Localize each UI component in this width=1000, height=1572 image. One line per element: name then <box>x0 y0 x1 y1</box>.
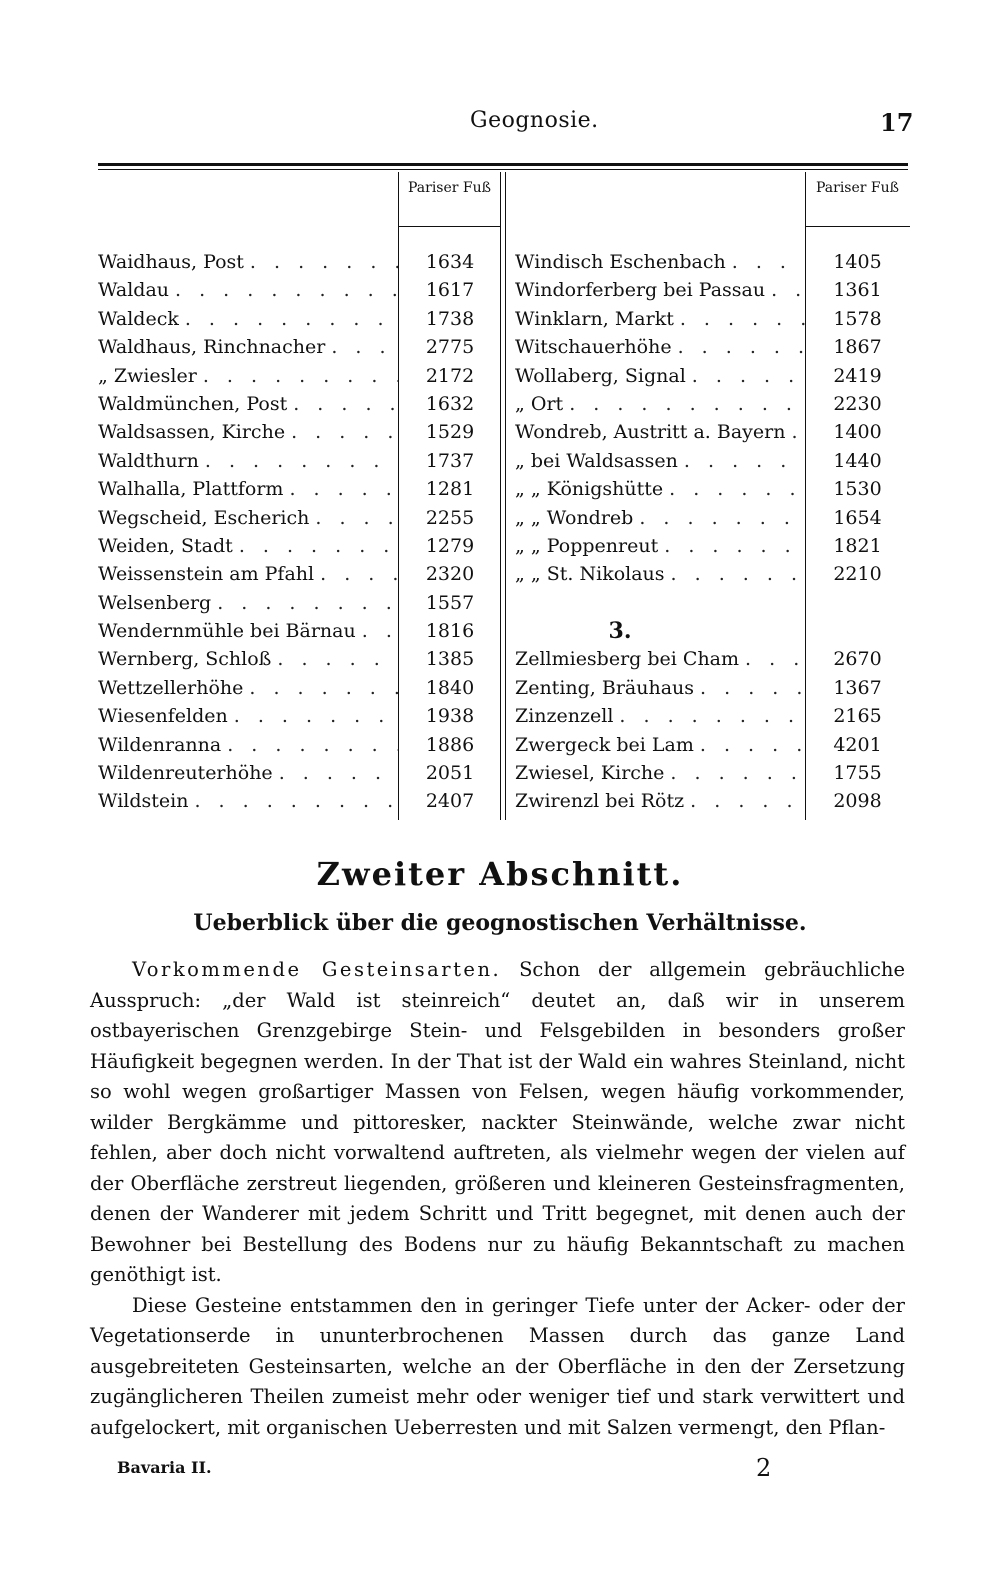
table-row <box>98 645 398 673</box>
table-row <box>515 248 805 276</box>
leader-dots <box>674 305 805 333</box>
elevation-value: 1578 <box>833 307 882 330</box>
elevation-value: 2230 <box>833 392 882 415</box>
place-name: Welsenberg <box>98 591 212 614</box>
table-top-rule <box>98 163 908 166</box>
leader-dots <box>199 447 398 475</box>
elevation-value: 1279 <box>425 534 475 557</box>
table-row <box>515 787 805 815</box>
right-value-column <box>805 248 910 816</box>
elevation-value: 2210 <box>833 563 882 586</box>
table-row <box>98 787 398 815</box>
elevation-value: 1367 <box>833 676 882 699</box>
table-row <box>515 305 805 333</box>
elevation-value: 1400 <box>833 421 882 444</box>
signature-mark: Bavaria II. <box>117 1458 212 1477</box>
leader-dots <box>221 731 398 759</box>
table-top-rule-thin <box>98 169 908 170</box>
place-name: Wollaberg, Signal <box>515 364 686 387</box>
table-row <box>98 447 398 475</box>
column-divider <box>505 172 506 820</box>
leader-dots <box>665 560 805 588</box>
running-title: Geognosie. <box>470 108 599 133</box>
place-name: „ bei Waldsassen <box>515 449 678 472</box>
place-name: Wettzellerhöhe <box>98 676 244 699</box>
paragraph-lead: Vorkommende Gesteinsarten. <box>132 958 502 981</box>
unit-header-right: Pariser Fuß <box>815 180 899 196</box>
leader-dots <box>314 560 398 588</box>
place-name: „ Zwiesler <box>98 364 197 387</box>
left-value-column <box>400 248 500 816</box>
place-name: Waldthurn <box>98 449 199 472</box>
leader-dots <box>633 504 805 532</box>
leader-dots <box>271 645 398 673</box>
leader-dots <box>356 617 398 645</box>
leader-dots <box>613 702 805 730</box>
left-place-column <box>98 248 398 816</box>
elevation-value: 1529 <box>425 421 475 444</box>
elevation-value: 1737 <box>425 449 475 472</box>
place-name: Waidhaus, Post <box>98 251 244 273</box>
leader-dots <box>664 759 805 787</box>
leader-dots <box>678 447 805 475</box>
elevation-value: 2407 <box>425 790 475 813</box>
elevation-value: 2320 <box>425 563 475 586</box>
place-name: Wildenreuterhöhe <box>98 762 273 785</box>
table-row <box>98 504 398 532</box>
table-row <box>98 248 398 276</box>
body-text <box>90 955 905 1443</box>
table-row <box>98 475 398 503</box>
table-row <box>98 731 398 759</box>
table-row <box>98 390 398 418</box>
place-name: Waldmünchen, Post <box>98 392 288 415</box>
elevation-value: 1821 <box>833 534 882 557</box>
place-name: „ „ Königshütte <box>515 478 664 501</box>
table-row <box>98 333 398 361</box>
paragraph-text: Diese Gesteine entstammen den in geringer Tiefe unter der Acker- oder der Vegetationserde in ununterbrochenen Massen durch das ganze Land ausgebreiteten Gesteinsarten, welche an der Oberfläche in den der Zersetzung zugänglicheren Theilen zumeist mehr oder weniger tief und stark verwittert und aufgelockert, mit organischen Ueberresten und mit Salzen vermengt, den Pflan- <box>90 1293 905 1439</box>
elevation-value: 1385 <box>425 648 475 671</box>
leader-dots <box>325 333 398 361</box>
place-name: Waldeck <box>98 307 179 330</box>
elevation-value: 1632 <box>425 392 475 415</box>
table-row <box>98 674 398 702</box>
elevation-value: 1755 <box>833 762 882 785</box>
place-name: Winklarn, Markt <box>515 307 674 330</box>
leader-dots <box>686 362 805 390</box>
place-name: Wegscheid, Escherich <box>98 506 310 529</box>
leader-dots <box>739 645 805 673</box>
table-row <box>515 362 805 390</box>
place-name: Wiesenfelden <box>98 705 228 728</box>
leader-dots <box>684 787 805 815</box>
leader-dots <box>197 362 398 390</box>
table-row <box>98 759 398 787</box>
elevation-value <box>805 589 910 617</box>
place-name: Zellmiesberg bei Cham <box>515 648 740 671</box>
elevation-value: 1816 <box>425 620 475 643</box>
elevation-value: 1634 <box>425 251 475 273</box>
place-name: Windisch Eschenbach <box>515 251 726 273</box>
elevation-value: 2670 <box>833 648 882 671</box>
place-name: Weissenstein am Pfahl <box>98 563 315 586</box>
table-row <box>515 532 805 560</box>
paragraph <box>90 955 905 1291</box>
place-name: Zwergeck bei Lam <box>515 733 694 756</box>
leader-dots <box>694 674 805 702</box>
elevation-value <box>805 617 910 645</box>
table-row <box>98 702 398 730</box>
section-title: Zweiter Abschnitt. <box>316 855 684 893</box>
leader-dots <box>179 305 398 333</box>
place-name: „ „ Poppenreut <box>515 534 659 557</box>
table-row <box>515 645 805 673</box>
leader-dots <box>663 475 805 503</box>
place-name: Witschauerhöhe <box>515 336 672 359</box>
table-row <box>515 560 805 588</box>
leader-dots <box>169 276 398 304</box>
elevation-value: 1938 <box>425 705 475 728</box>
table-row <box>515 418 805 446</box>
leader-dots <box>672 333 805 361</box>
elevation-value: 1617 <box>425 279 475 302</box>
leader-dots <box>309 504 398 532</box>
place-name: Windorferberg bei Passau <box>515 279 766 302</box>
place-name: Wildstein <box>98 790 189 813</box>
elevation-value: 2172 <box>425 364 475 387</box>
table-row <box>98 617 398 645</box>
elevation-value: 4201 <box>833 733 882 756</box>
table-row <box>515 702 805 730</box>
elevation-value: 1440 <box>833 449 882 472</box>
place-name: Zwirenzl bei Rötz <box>515 790 685 813</box>
elevation-value: 2775 <box>425 336 475 359</box>
leader-dots <box>726 248 805 276</box>
place-name: Waldhaus, Rinchnacher <box>98 336 326 359</box>
leader-dots <box>244 248 398 276</box>
elevation-value: 1654 <box>833 506 882 529</box>
place-name: Waldsassen, Kirche <box>98 421 286 444</box>
leader-dots <box>283 475 398 503</box>
leader-dots <box>694 731 805 759</box>
place-name: Zenting, Bräuhaus <box>515 676 695 699</box>
table-row <box>515 589 805 617</box>
place-name: „ „ Wondreb <box>515 506 634 529</box>
table-row <box>98 362 398 390</box>
sheet-number: 2 <box>756 1454 772 1482</box>
table-subheading: 3. <box>608 618 632 645</box>
place-name: Zinzenzell <box>515 705 614 728</box>
elevation-value: 1840 <box>425 676 475 699</box>
elevation-value: 2098 <box>833 790 882 813</box>
place-name: „ Ort <box>515 392 564 415</box>
place-name: Wildenranna <box>98 733 222 756</box>
elevation-value: 2165 <box>833 705 882 728</box>
right-place-column <box>515 248 805 816</box>
place-name: Zwiesel, Kirche <box>515 762 665 785</box>
table-row <box>515 447 805 475</box>
leader-dots <box>287 390 398 418</box>
leader-dots <box>563 390 805 418</box>
table-row <box>515 731 805 759</box>
leader-dots <box>243 674 398 702</box>
column-divider <box>500 172 501 820</box>
table-row <box>98 532 398 560</box>
elevation-value: 2051 <box>425 762 475 785</box>
paragraph <box>90 1291 905 1444</box>
table-row <box>515 759 805 787</box>
unit-header-rule <box>805 226 910 227</box>
table-row <box>515 390 805 418</box>
column-divider <box>398 172 399 820</box>
elevation-value: 1361 <box>833 279 882 302</box>
place-name: Wondreb, Austritt a. Bayern <box>515 421 786 444</box>
place-name: Weiden, Stadt <box>98 534 233 557</box>
table-row <box>515 475 805 503</box>
elevation-value: 2255 <box>425 506 475 529</box>
page-number: 17 <box>880 108 914 137</box>
elevation-value: 1557 <box>425 591 475 614</box>
leader-dots <box>765 276 805 304</box>
elevation-value: 1405 <box>833 251 882 273</box>
table-row <box>98 276 398 304</box>
leader-dots <box>228 702 398 730</box>
table-row <box>515 276 805 304</box>
running-head <box>0 108 1000 142</box>
elevation-value: 1886 <box>425 733 475 756</box>
leader-dots <box>273 759 398 787</box>
unit-header-rule <box>398 226 500 227</box>
table-row <box>98 305 398 333</box>
table-row <box>98 589 398 617</box>
table-row <box>515 333 805 361</box>
elevation-value: 2419 <box>833 364 882 387</box>
leader-dots <box>658 532 805 560</box>
elevation-value: 1530 <box>833 478 882 501</box>
leader-dots <box>233 532 398 560</box>
leader-dots <box>285 418 398 446</box>
elevation-value: 1867 <box>833 336 882 359</box>
place-name: „ „ St. Nikolaus <box>515 563 665 586</box>
table-row <box>515 504 805 532</box>
table-row <box>98 560 398 588</box>
table-row <box>515 674 805 702</box>
elevation-value: 1281 <box>425 478 475 501</box>
place-name: Walhalla, Plattform <box>98 478 284 501</box>
place-name: Wendernmühle bei Bärnau <box>98 620 356 643</box>
leader-dots <box>188 787 398 815</box>
leader-dots <box>211 589 398 617</box>
section-subtitle: Ueberblick über die geognostischen Verhältnisse. <box>193 910 807 936</box>
paragraph-text: Schon der allgemein gebräuchliche Ausspruch: „der Wald ist steinreich“ deutet an, daß wir in unserem ostbayerischen Grenzgebirge Stein- und Felsgebilden in besonders großer Häufigkeit begegnen werden. In der That ist der Wald ein wahres Steinland, nicht so wohl wegen großartiger Massen von Felsen, wegen häufig vorkommender, wilder Bergkämme und pittoresker, nackter Steinwände, welche zwar nicht fehlen, aber doch nicht vorwaltend auftreten, als vielmehr wegen der vielen auf der Oberfläche zerstreut liegenden, größeren und kleineren Gesteinsfragmenten, denen der Wanderer mit jedem Schritt und Tritt begegnet, mit denen auch der Bewohner bei Bestellung des Bodens nur zu häufig Bekanntschaft zu machen genöthigt ist. <box>90 958 905 1286</box>
leader-dots <box>785 418 805 446</box>
unit-header-left: Pariser Fuß <box>407 180 491 196</box>
elevation-value: 1738 <box>425 307 475 330</box>
place-name: Waldau <box>98 279 170 302</box>
table-row <box>98 418 398 446</box>
place-name: Wernberg, Schloß <box>98 648 272 671</box>
